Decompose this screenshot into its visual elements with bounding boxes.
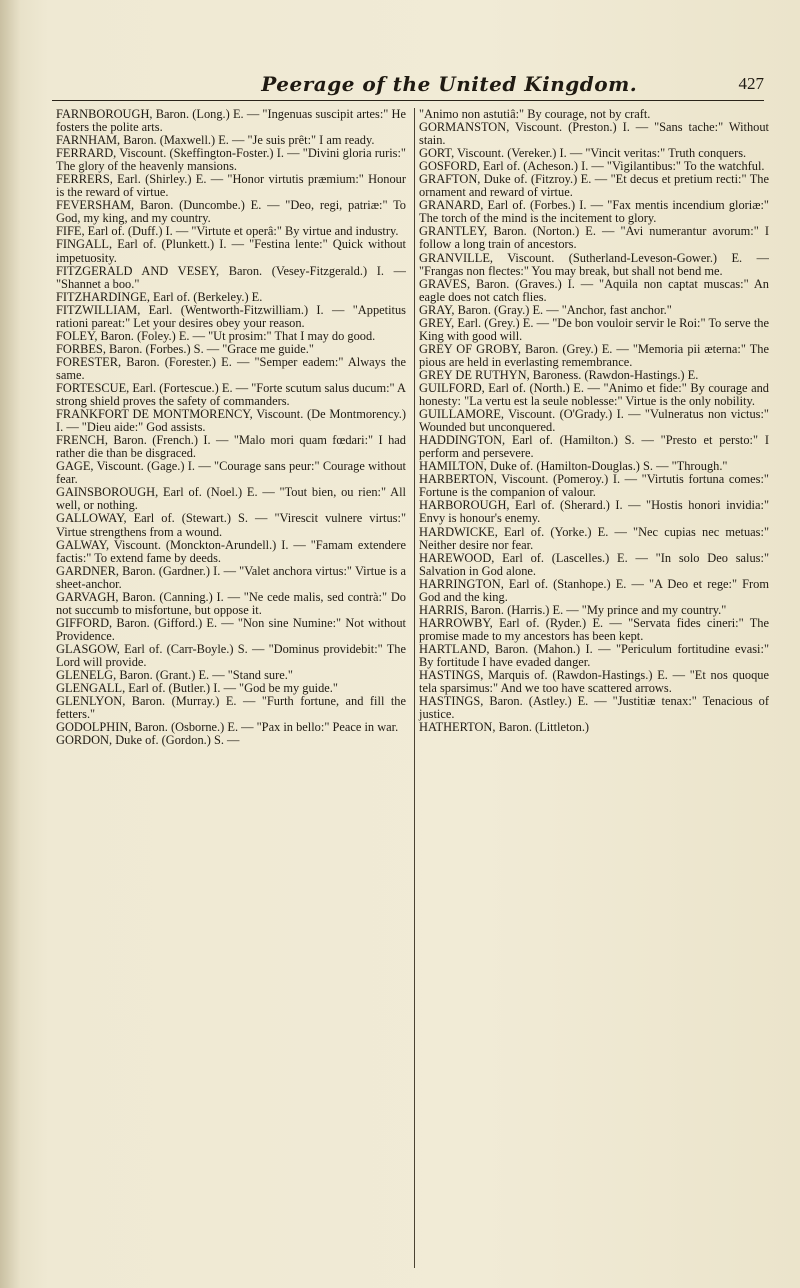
peerage-entry: HAREWOOD, Earl of. (Lascelles.) E. — "In solo Deo salus:" Salvation in God alone. xyxy=(419,550,769,578)
peerage-entry: GOSFORD, Earl of. (Acheson.) I. — "Vigilantibus:" To the watchful. xyxy=(419,159,765,174)
peerage-entry: GRAVES, Baron. (Graves.) I. — "Aquila non captat muscas:" An eagle does not catch flies. xyxy=(419,276,769,304)
peerage-entry: FOLEY, Baron. (Foley.) E. — "Ut prosim:" That I may do good. xyxy=(56,328,376,343)
peerage-entry: GORDON, Duke of. (Gordon.) S. — xyxy=(56,733,240,748)
peerage-entry: HARROWBY, Earl of. (Ryder.) E. — "Servata fides cineri:" The promise made to my ancestors has been kept. xyxy=(419,615,769,643)
peerage-entry: GORT, Viscount. (Vereker.) I. — "Vincit veritas:" Truth conquers. xyxy=(419,146,747,161)
peerage-entry: GLENELG, Baron. (Grant.) E. — "Stand sure." xyxy=(56,668,293,683)
peerage-entry: FERRERS, Earl. (Shirley.) E. — "Honor virtutis præmium:" Honour is the reward of virtue. xyxy=(56,172,406,200)
page-number: 427 xyxy=(738,74,764,93)
peerage-entry: HASTINGS, Marquis of. (Rawdon-Hastings.) E. — "Et nos quoque tela sparsimus:" And we too have scattered arrows. xyxy=(419,668,769,696)
peerage-entry: GIFFORD, Baron. (Gifford.) E. — "Non sine Numine:" Not without Providence. xyxy=(56,615,406,643)
peerage-entry: FINGALL, Earl of. (Plunkett.) I. — "Festina lente:" Quick without impetuosity. xyxy=(56,237,406,265)
peerage-entry: FITZWILLIAM, Earl. (Wentworth-Fitzwilliam.) I. — "Appetitus rationi pareat:" Let your desires obey your reason. xyxy=(56,302,406,330)
peerage-entry: FARNHAM, Baron. (Maxwell.) E. — "Je suis prêt:" I am ready. xyxy=(56,133,375,148)
peerage-entry: HARTLAND, Baron. (Mahon.) I. — "Periculum fortitudine evasi:" By fortitude I have evaded danger. xyxy=(419,641,769,669)
peerage-entry: GRANVILLE, Viscount. (Sutherland-Leveson-Gower.) E. — "Frangas non flectes:" You may break, but shall not bend me. xyxy=(419,250,769,278)
peerage-entry: GALLOWAY, Earl of. (Stewart.) S. — "Virescit vulnere virtus:" Virtue strengthens from a wound. xyxy=(56,511,406,539)
peerage-entry: FORBES, Baron. (Forbes.) S. — "Grace me guide." xyxy=(56,341,314,356)
peerage-entry: FRENCH, Baron. (French.) I. — "Malo mori quam fœdari:" I had rather die than be disgraced. xyxy=(56,433,406,461)
left-column xyxy=(56,108,406,1268)
peerage-entry: GUILLAMORE, Viscount. (O'Grady.) I. — "Vulneratus non victus:" Wounded but unconquered. xyxy=(419,407,769,435)
peerage-entry: GARDNER, Baron. (Gardner.) I. — "Valet anchora virtus:" Virtue is a sheet-anchor. xyxy=(56,563,406,591)
peerage-entry: GRANTLEY, Baron. (Norton.) E. — "Avi numerantur avorum:" I follow a long train of ancestors. xyxy=(419,224,769,252)
peerage-entry: FORESTER, Baron. (Forester.) E. — "Semper eadem:" Always the same. xyxy=(56,354,406,382)
peerage-entry: FITZGERALD AND VESEY, Baron. (Vesey-Fitzgerald.) I. — "Shannet a boo." xyxy=(56,263,406,291)
right-column xyxy=(414,108,769,1268)
peerage-entry: HARRIS, Baron. (Harris.) E. — "My prince and my country." xyxy=(419,602,727,617)
peerage-entry: FERRARD, Viscount. (Skeffington-Foster.) I. — "Divini gloria ruris:" The glory of the heavenly mansions. xyxy=(56,146,406,174)
peerage-entry: GARVAGH, Baron. (Canning.) I. — "Ne cede malis, sed contrà:" Do not succumb to misfortune, but oppose it. xyxy=(56,589,406,617)
peerage-entry: GRAY, Baron. (Gray.) E. — "Anchor, fast anchor." xyxy=(419,302,672,317)
peerage-entry: FARNBOROUGH, Baron. (Long.) E. — "Ingenuas suscipit artes:" He fosters the polite arts. xyxy=(56,108,406,135)
peerage-entry: FIFE, Earl of. (Duff.) I. — "Virtute et operâ:" By virtue and industry. xyxy=(56,224,399,239)
peerage-entry: GLENLYON, Baron. (Murray.) E. — "Furth fortune, and fill the fetters." xyxy=(56,694,406,722)
peerage-entry: GLASGOW, Earl of. (Carr-Boyle.) S. — "Dominus providebit:" The Lord will provide. xyxy=(56,641,406,669)
peerage-entry: FITZHARDINGE, Earl of. (Berkeley.) E. xyxy=(56,289,263,304)
peerage-entry: FEVERSHAM, Baron. (Duncombe.) E. — "Deo, regi, patriæ:" To God, my king, and my country. xyxy=(56,198,406,226)
peerage-entry: HASTINGS, Baron. (Astley.) E. — "Justitiæ tenax:" Tenacious of justice. xyxy=(419,694,769,722)
peerage-entry: FORTESCUE, Earl. (Fortescue.) E. — "Forte scutum salus ducum:" A strong shield proves the safety of commanders. xyxy=(56,380,406,409)
peerage-entry: HARBOROUGH, Earl of. (Sherard.) I. — "Hostis honori invidia:" Envy is honour's enemy. xyxy=(419,498,769,526)
peerage-entry: HAMILTON, Duke of. (Hamilton-Douglas.) S. — "Through." xyxy=(419,459,728,474)
peerage-entry: HATHERTON, Baron. (Littleton.) xyxy=(419,720,590,735)
peerage-entry: "Animo non astutiâ:" By courage, not by craft. xyxy=(419,108,651,121)
peerage-entry: HADDINGTON, Earl of. (Hamilton.) S. — "Presto et persto:" I perform and persevere. xyxy=(419,433,769,461)
peerage-entry: FRANKFORT DE MONTMORENCY, Viscount. (De Montmorency.) I. — "Dieu aide:" God assists. xyxy=(56,407,406,435)
running-title: Peerage of the United Kingdom. xyxy=(261,72,638,96)
peerage-entry: GREY DE RUTHYN, Baroness. (Rawdon-Hastings.) E. xyxy=(419,367,699,382)
peerage-entry: GAINSBOROUGH, Earl of. (Noel.) E. — "Tout bien, ou rien:" All well, or nothing. xyxy=(56,485,406,513)
page-gutter-shadow xyxy=(0,0,20,1288)
peerage-entry: GALWAY, Viscount. (Monckton-Arundell.) I. — "Famam extendere factis:" To extend fame by deeds. xyxy=(56,537,406,565)
peerage-entry: HARRINGTON, Earl of. (Stanhope.) E. — "A Deo et rege:" From God and the king. xyxy=(419,576,769,604)
peerage-entry: GLENGALL, Earl of. (Butler.) I. — "God be my guide." xyxy=(56,681,338,696)
peerage-entry: HARBERTON, Viscount. (Pomeroy.) I. — "Virtutis fortuna comes:" Fortune is the companion of valour. xyxy=(419,472,769,500)
peerage-entry: GRAFTON, Duke of. (Fitzroy.) E. — "Et decus et pretium recti:" The ornament and reward of virtue. xyxy=(419,172,769,200)
peerage-entry: GORMANSTON, Viscount. (Preston.) I. — "Sans tache:" Without stain. xyxy=(419,120,769,148)
header-rule xyxy=(52,100,764,101)
peerage-entry: GUILFORD, Earl of. (North.) E. — "Animo et fide:" By courage and honesty: "La vertu est la seule noblesse:" Virtue is the only nobility. xyxy=(419,380,769,409)
peerage-entry: GREY, Earl. (Grey.) E. — "De bon vouloir servir le Roi:" To serve the King with good will. xyxy=(419,315,769,343)
peerage-entry: GRANARD, Earl of. (Forbes.) I. — "Fax mentis incendium gloriæ:" The torch of the mind is the incitement to glory. xyxy=(419,198,769,226)
text-columns xyxy=(56,108,769,1268)
peerage-entry: GREY OF GROBY, Baron. (Grey.) E. — "Memoria pii æterna:" The pious are held in everlasting remembrance. xyxy=(419,341,769,369)
page-header xyxy=(40,66,764,96)
peerage-entry: HARDWICKE, Earl of. (Yorke.) E. — "Nec cupias nec metuas:" Neither desire nor fear. xyxy=(419,524,769,552)
peerage-entry: GAGE, Viscount. (Gage.) I. — "Courage sans peur:" Courage without fear. xyxy=(56,459,406,487)
peerage-entry: GODOLPHIN, Baron. (Osborne.) E. — "Pax in bello:" Peace in war. xyxy=(56,720,399,735)
